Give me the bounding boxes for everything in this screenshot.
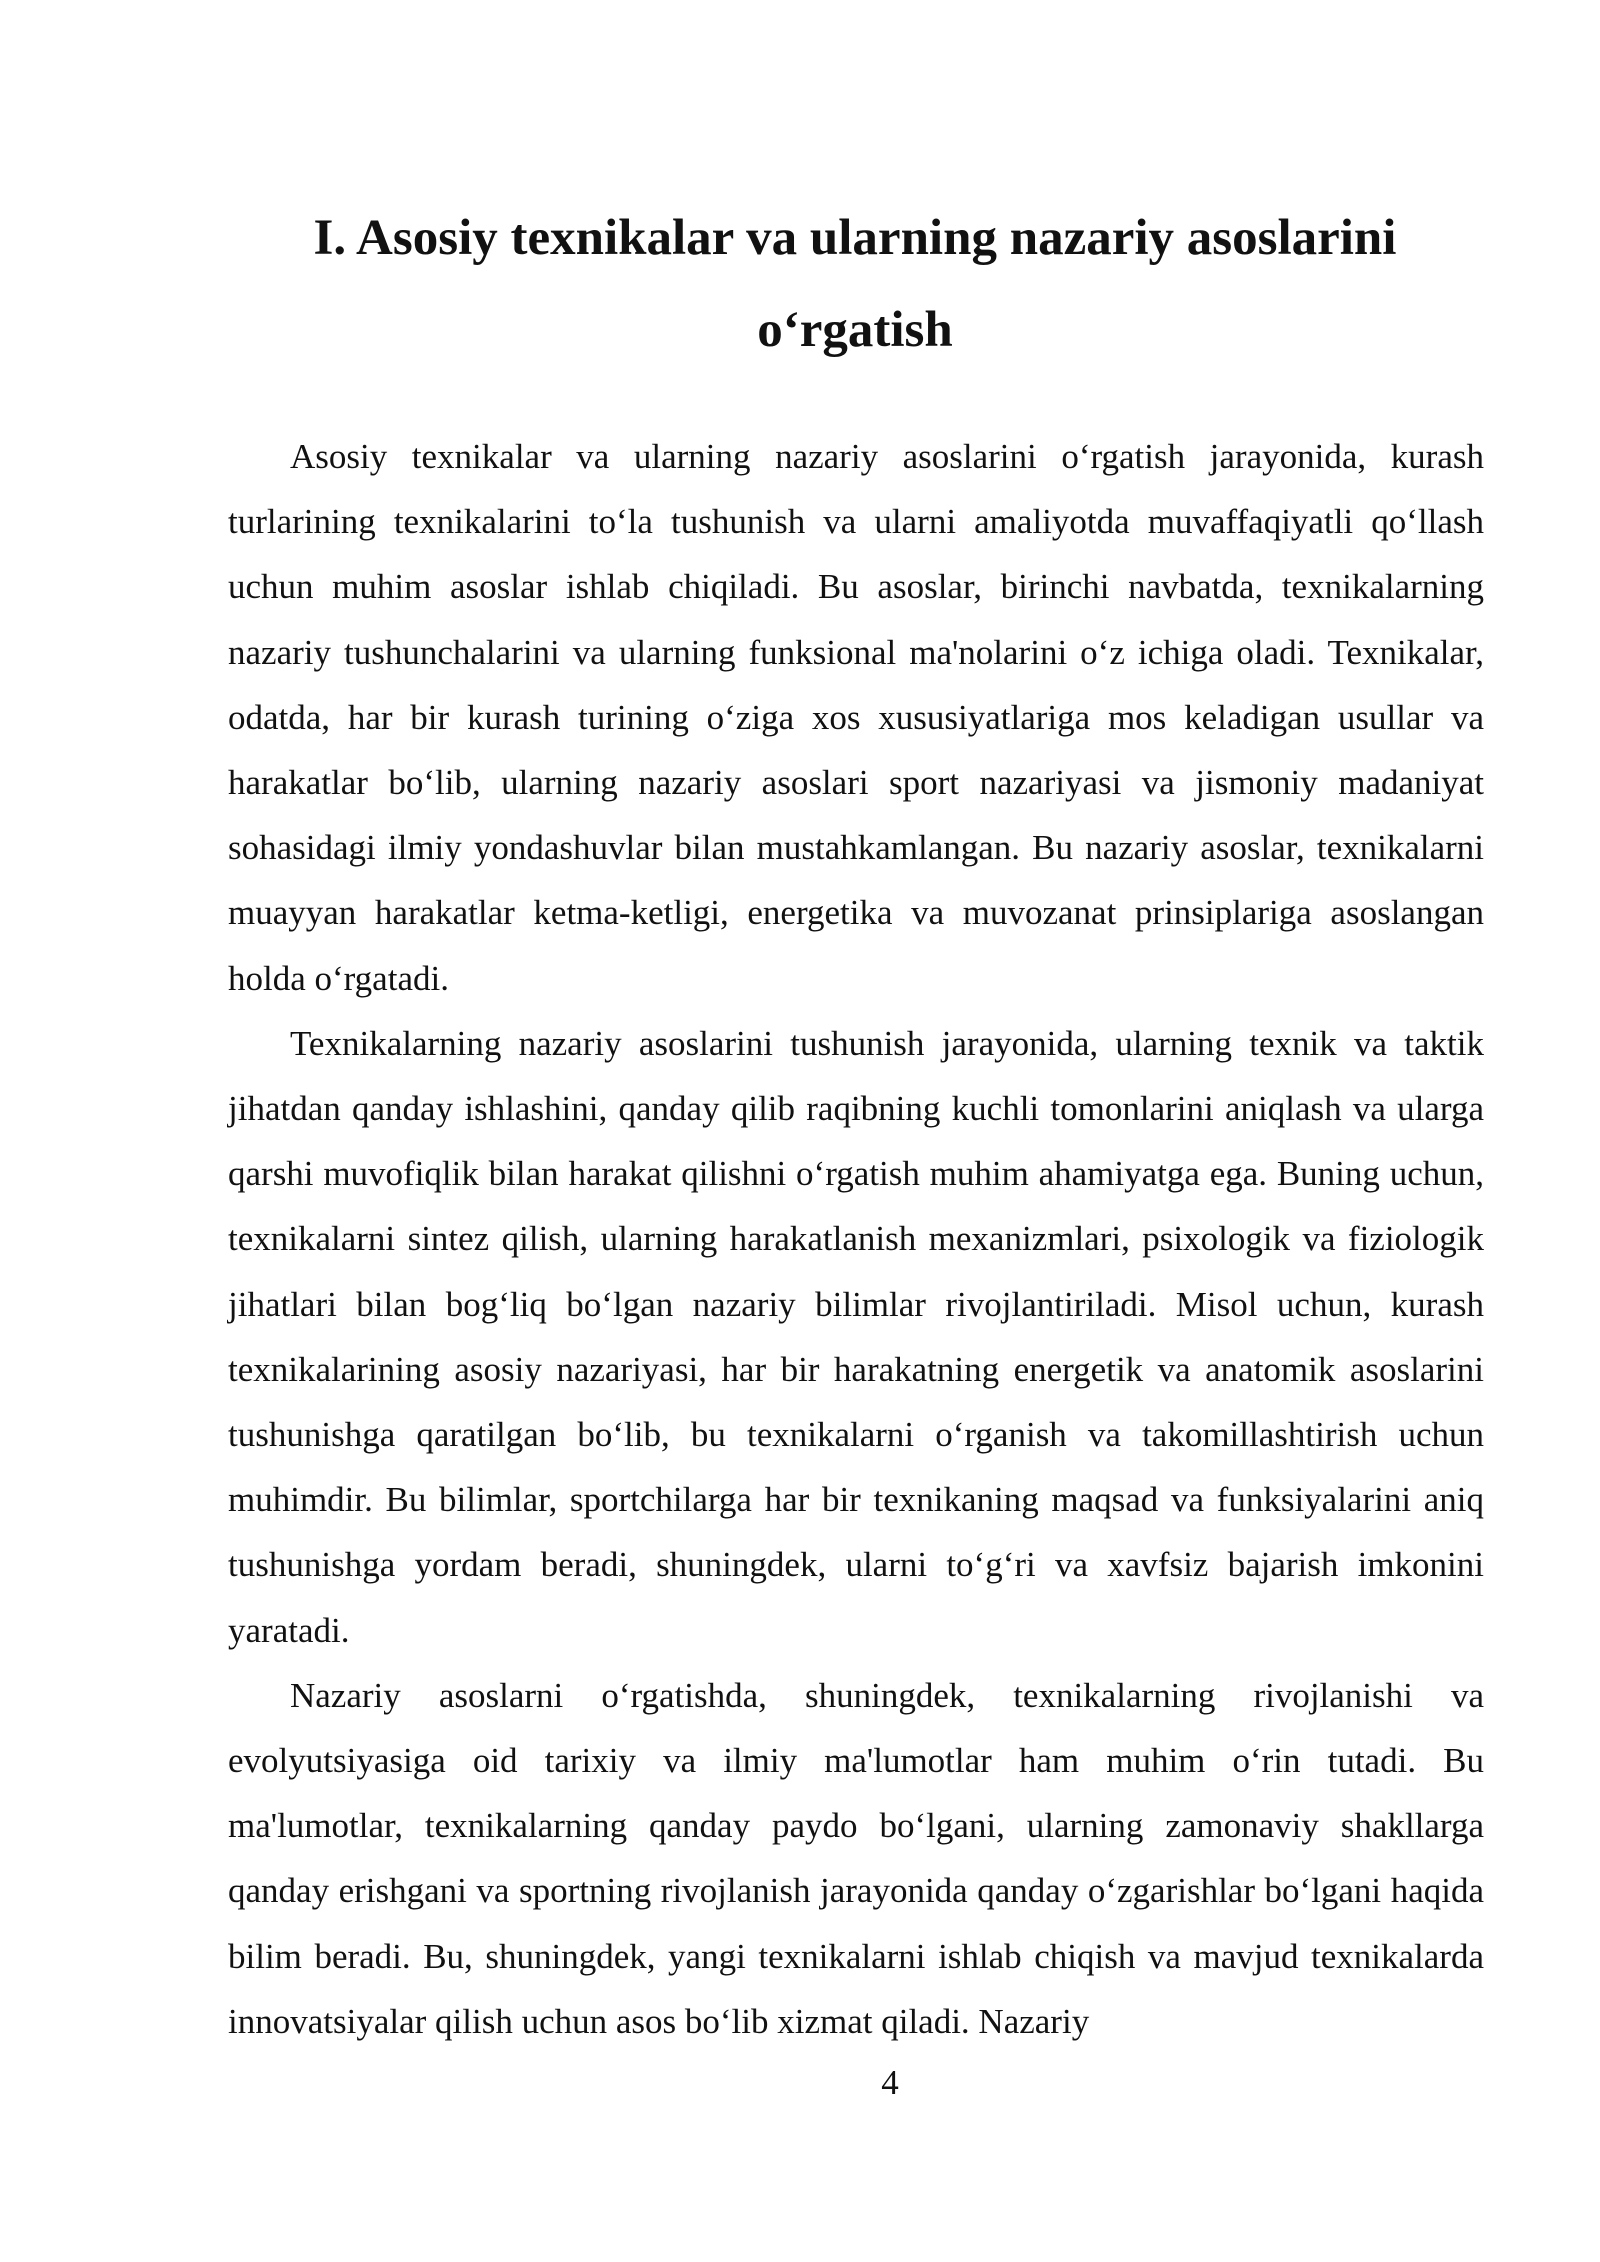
section-title: I. Asosiy texnikalar va ularning nazariy asoslarini o‘rgatish bbox=[313, 210, 1397, 358]
body-text bbox=[228, 424, 1484, 2054]
paragraph-3: Nazariy asoslarni o‘rgatishda, shuningdek, texnikalarning rivojlanishi va evolyutsiyasiga oid tarixiy va ilmiy ma'lumotlar ham muhim o‘rin tutadi. Bu ma'lumotlar, texnikalarning qanday paydo bo‘lgani, ularning zamonaviy shakllarga qanday erishgani va sportning rivojlanish jarayonida qanday o‘zgarishlar bo‘lgani haqida bilim beradi. Bu, shuningdek, yangi texnikalarni ishlab chiqish va mavjud texnikalarda innovatsiyalar qilish uchun asos bo‘lib xizmat qiladi. Nazariy bbox=[228, 1675, 1484, 2041]
page-number: 4 bbox=[881, 2063, 899, 2102]
paragraph-2: Texnikalarning nazariy asoslarini tushunish jarayonida, ularning texnik va taktik jihatdan qanday ishlashini, qanday qilib raqibning kuchli tomonlarini aniqlash va ularga qarshi muvofiqlik bilan harakat qilishni o‘rgatish muhim ahamiyatga ega. Buning uchun, texnikalarni sintez qilish, ularning harakatlanish mexanizmlari, psixologik va fiziologik jihatlari bilan bog‘liq bo‘lgan nazariy bilimlar rivojlantiriladi. Misol uchun, kurash texnikalarining asosiy nazariyasi, har bir harakatning energetik va anatomik asoslarini tushunishga qaratilgan bo‘lib, bu texnikalarni o‘rganish va takomillashtirish uchun muhimdir. Bu bilimlar, sportchilarga har bir texnikaning maqsad va funksiyalarini aniq tushunishga yordam beradi, shuningdek, ularni to‘g‘ri va xavfsiz bajarish imkonini yaratadi. bbox=[228, 1023, 1484, 1650]
paragraph-1: Asosiy texnikalar va ularning nazariy asoslarini o‘rgatish jarayonida, kurash turlarining texnikalarini to‘la tushunish va ularni amaliyotda muvaffaqiyatli qo‘llash uchun muhim asoslar ishlab chiqiladi. Bu asoslar, birinchi navbatda, texnikalarning nazariy tushunchalarini va ularning funksional ma'nolarini o‘z ichiga oladi. Texnikalar, odatda, har bir kurash turining o‘ziga xos xususiyatlariga mos keladigan usullar va harakatlar bo‘lib, ularning nazariy asoslari sport nazariyasi va jismoniy madaniyat sohasidagi ilmiy yondashuvlar bilan mustahkamlangan. Bu nazariy asoslar, texnikalarni muayyan harakatlar ketma-ketligi, energetika va muvozanat prinsiplariga asoslangan holda o‘rgatadi. bbox=[228, 437, 1484, 998]
